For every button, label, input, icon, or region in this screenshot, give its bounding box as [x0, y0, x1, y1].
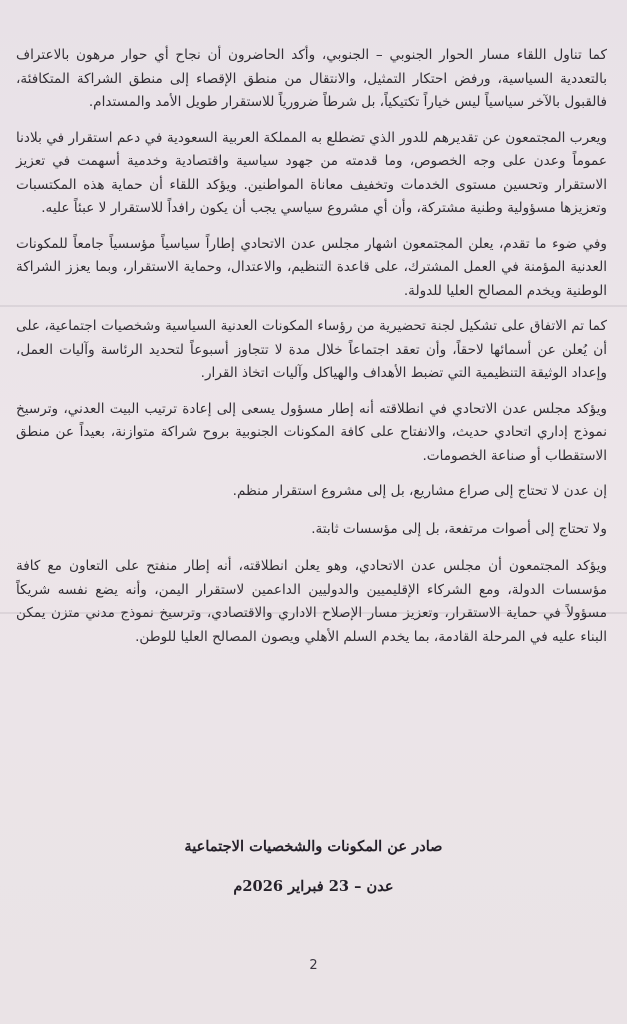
paragraph-council-announcement: وفي ضوء ما تقدم، يعلن المجتمعون اشهار مجلس عدن الاتحادي إطاراً سياسياً مؤسسياً جامعاً للمكونات العدنية المؤمنة في العمل المشترك، على قاعدة التنظيم، والاعتدال، وحماية الاستقرار، وبما يعزز الشراكة الوطنية ويخدم المصالح العليا للدولة. — [16, 235, 607, 299]
document-body — [16, 44, 607, 661]
paragraph-saudi-role: ويعرب المجتمعون عن تقديرهم للدور الذي تضطلع به المملكة العربية السعودية في دعم استقرار في بلادنا عموماً وعدن على وجه الخصوص، وما قدمته من جهود سياسية واقتصادية وخدمية أسهمت في تعزيز الاستقرار وتحسين مستوى الخدمات وتخفيف معاناة المواطنين. ويؤكد اللقاء أن حماية هذه المكتسبات وتعزيزها مسؤولية وطنية مشتركة، وأن أي مشروع سياسي يجب أن يكون رافداً للاستقرار لا عبئاً عليه. — [16, 129, 607, 216]
paragraph-council-mission: ويؤكد مجلس عدن الاتحادي في انطلاقته أنه إطار مسؤول يسعى إلى إعادة ترتيب البيت العدني، وترسيخ نموذج إداري اتحادي حديث، والانفتاح على كافة المكونات الجنوبية بروح شراكة متوازنة، بعيداً عن منطق الاستقطاب أو صناعة الخصومات. — [16, 400, 607, 464]
place-date-line: عدن – 23 فبراير 2026م — [233, 878, 394, 895]
issuer-signature-line: صادر عن المكونات والشخصيات الاجتماعية — [184, 838, 443, 855]
paragraph-preparatory-committee: كما تم الاتفاق على تشكيل لجنة تحضيرية من رؤساء المكونات العدنية السياسية وشخصيات اجتماعية، على أن يُعلن عن أسمائها لاحقاً، وأن تعقد اجتماعاً خلال مدة لا تتجاوز أسبوعاً لتحديد الرئاسة وآليات العمل، وإعداد الوثيقة التنظيمية التي تضبط الأهداف والهياكل وآليات اتخاذ القرار. — [16, 318, 607, 381]
page-number: 2 — [309, 958, 318, 973]
paragraph-openness-cooperation: ويؤكد المجتمعون أن مجلس عدن الاتحادي، وهو يعلن انطلاقته، أنه إطار منفتح على التعاون مع كافة مؤسسات الدولة، ومع الشركاء الإقليميين والدوليين الداعمين لاستقرار اليمن، وأنه يضع نفسه شريكاً مسؤولاً في حماية الاستقرار، وتعزيز مسار الإصلاح الاداري والاقتصادي، وترسيخ نموذج مدني متزن يمكن البناء عليه في المرحلة القادمة، بما يخدم السلم الأهلي ويصون المصالح العليا للوطن. — [16, 558, 607, 645]
paragraph-dialogue: كما تناول اللقاء مسار الحوار الجنوبي – الجنوبي، وأكد الحاضرون أن نجاح أي حوار مرهون بالاعتراف بالتعددية السياسية، ورفض احتكار التمثيل، والانتقال من منطق الإقصاء إلى منطق الشراكة المتكافئة، فالقبول بالآخر سياسياً ليس خياراً تكتيكياً، بل شرطاً ضرورياً للاستقرار طويل الأمد والمستدام. — [16, 47, 607, 110]
paragraph-stable-institutions: ولا تحتاج إلى أصوات مرتفعة، بل إلى مؤسسات ثابتة. — [311, 520, 607, 537]
paragraph-stability-project: إن عدن لا تحتاج إلى صراع مشاريع، بل إلى مشروع استقرار منظم. — [232, 483, 607, 499]
